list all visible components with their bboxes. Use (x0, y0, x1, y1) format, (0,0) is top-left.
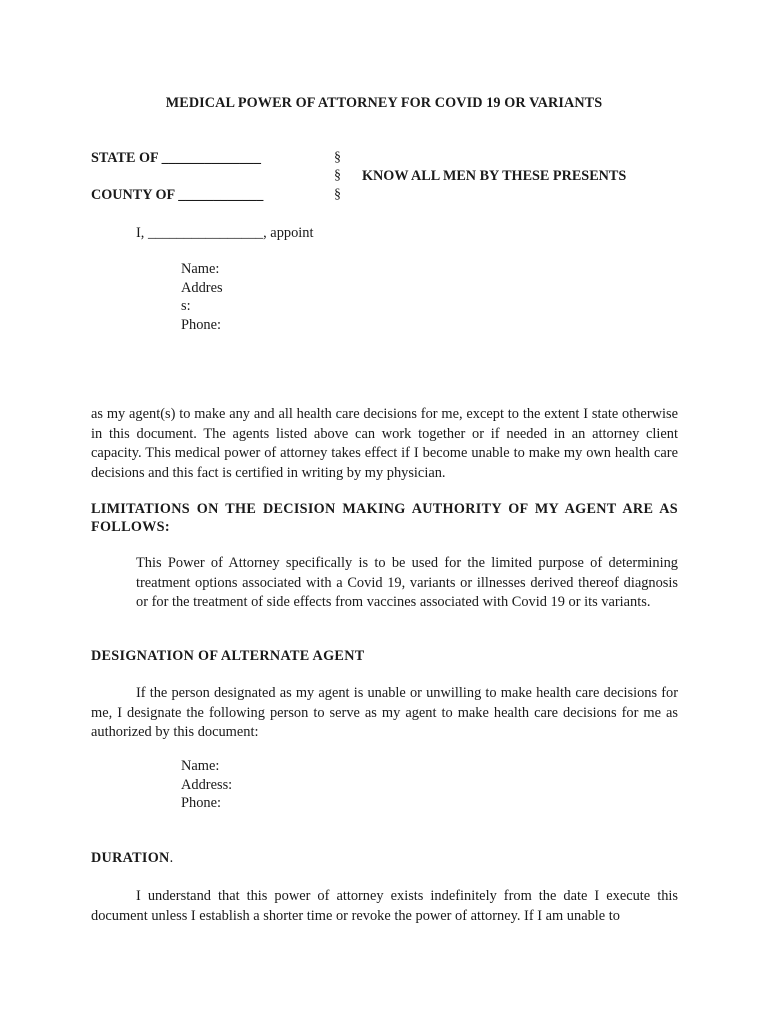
duration-heading-period: . (169, 850, 174, 866)
alternate-agent-heading: DESIGNATION OF ALTERNATE AGENT (91, 648, 365, 664)
alternate-agent-body: If the person designated as my agent is unable or unwilling to make health care decisions for me, I designate the following person to serve as my agent to make health care decisions for me as authorized by this document: (91, 685, 678, 741)
duration-heading: DURATION (91, 850, 170, 866)
section-symbol: § (334, 187, 341, 202)
agent-address-label-part2: s: (181, 298, 191, 315)
alternate-address-label: Address: (181, 776, 233, 793)
agent-address-label-part1: Addres (181, 279, 223, 296)
state-label: STATE OF ______________ (91, 150, 261, 166)
alternate-agent-fields (181, 757, 232, 813)
duration-heading-line (91, 850, 173, 867)
know-all-men-heading: KNOW ALL MEN BY THESE PRESENTS (362, 168, 627, 184)
agent-name-label: Name: (181, 261, 220, 277)
alternate-phone-label: Phone: (181, 795, 221, 812)
agent-fields (181, 260, 223, 334)
section-symbol: § (334, 150, 341, 165)
appoint-line: I, ________________, appoint (136, 225, 314, 241)
document-title: MEDICAL POWER OF ATTORNEY FOR COVID 19 OR VARIANTS (165, 95, 603, 111)
alternate-name-label: Name: (181, 758, 220, 774)
limitations-heading: LIMITATIONS ON THE DECISION MAKING AUTHORITY OF MY AGENT ARE AS FOLLOWS: (91, 501, 678, 535)
duration-body: I understand that this power of attorney exists indefinitely from the date I execute this document unless I establish a shorter time or revoke the power of attorney. If I am unable to (91, 888, 678, 924)
section-symbol: § (334, 168, 341, 183)
agent-phone-label: Phone: (181, 316, 221, 333)
county-label: COUNTY OF ____________ (91, 187, 264, 203)
limitations-body: This Power of Attorney specifically is to be used for the limited purpose of determining treatment options associated with a Covid 19, variants or illnesses derived thereof diagnosis or for the treatment of side effects from vaccines associated with Covid 19 or its variants. (136, 555, 678, 611)
agent-authority-paragraph: as my agent(s) to make any and all health care decisions for me, except to the extent I state otherwise in this document. The agents listed above can work together or if needed in an attorney client capacity. This medical power of attorney takes effect if I become unable to make my own health care decisions and this fact is certified in writing by my physician. (91, 406, 678, 481)
